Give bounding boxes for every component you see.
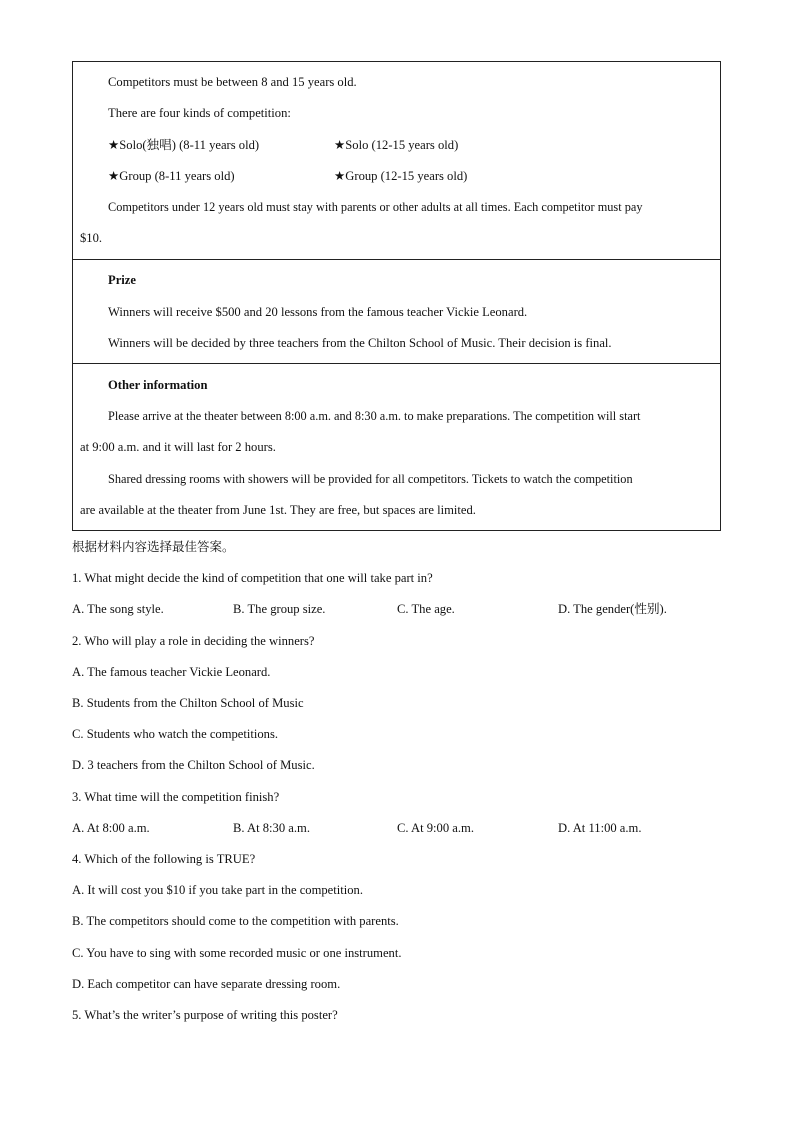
kind-group-junior: ★Group (8-11 years old) (108, 169, 235, 183)
q4-option-b: B. The competitors should come to the competition with parents. (72, 914, 399, 928)
prize-reward: Winners will receive $500 and 20 lessons from the famous teacher Vickie Leonard. (108, 305, 528, 319)
q3-option-a: A. At 8:00 a.m. (72, 821, 150, 835)
question-3: 3. What time will the competition finish? (72, 790, 280, 804)
question-1: 1. What might decide the kind of competition that one will take part in? (72, 571, 433, 585)
q4-option-d: D. Each competitor can have separate dressing room. (72, 977, 341, 991)
q4-option-c: C. You have to sing with some recorded music or one instrument. (72, 946, 402, 960)
prize-heading: Prize (108, 273, 136, 287)
q2-option-b: B. Students from the Chilton School of Music (72, 696, 304, 710)
prize-judges: Winners will be decided by three teachers from the Chilton School of Music. Their decision is final. (108, 336, 612, 350)
q4-option-a: A. It will cost you $10 if you take part in the competition. (72, 883, 364, 897)
question-5: 5. What’s the writer’s purpose of writing this poster? (72, 1008, 338, 1022)
q2-option-d: D. 3 teachers from the Chilton School of Music. (72, 758, 315, 772)
fee-rule: $10. (80, 231, 103, 245)
dressing-room-info: Shared dressing rooms with showers will be provided for all competitors. Tickets to watch the competition (108, 472, 633, 486)
q2-option-a: A. The famous teacher Vickie Leonard. (72, 665, 271, 679)
q1-option-d: D. The gender(性别). (558, 602, 667, 616)
supervision-rule: Competitors under 12 years old must stay with parents or other adults at all times. Each competitor must pay (108, 200, 643, 214)
q3-option-c: C. At 9:00 a.m. (397, 821, 474, 835)
q1-option-b: B. The group size. (233, 602, 326, 616)
q1-option-a: A. The song style. (72, 602, 164, 616)
q1-option-c: C. The age. (397, 602, 455, 616)
ticket-info: are available at the theater from June 1st. They are free, but spaces are limited. (80, 503, 476, 517)
q3-option-b: B. At 8:30 a.m. (233, 821, 310, 835)
instruction: 根据材料内容选择最佳答案。 (72, 539, 235, 554)
question-4: 4. Which of the following is TRUE? (72, 852, 256, 866)
q2-option-c: C. Students who watch the competitions. (72, 727, 279, 741)
q3-option-d: D. At 11:00 a.m. (558, 821, 642, 835)
other-info-heading: Other information (108, 378, 208, 392)
kind-solo-senior: ★Solo (12-15 years old) (334, 138, 459, 152)
rules-section (72, 61, 721, 260)
question-2: 2. Who will play a role in deciding the winners? (72, 634, 315, 648)
age-rule: Competitors must be between 8 and 15 years old. (108, 75, 357, 89)
kind-group-senior: ★Group (12-15 years old) (334, 169, 468, 183)
start-time-info: at 9:00 a.m. and it will last for 2 hours. (80, 440, 276, 454)
kinds-intro: There are four kinds of competition: (108, 106, 291, 120)
arrival-info: Please arrive at the theater between 8:00 a.m. and 8:30 a.m. to make preparations. The competition will start (108, 409, 641, 423)
kind-solo-junior: ★Solo(独唱) (8-11 years old) (108, 138, 260, 152)
